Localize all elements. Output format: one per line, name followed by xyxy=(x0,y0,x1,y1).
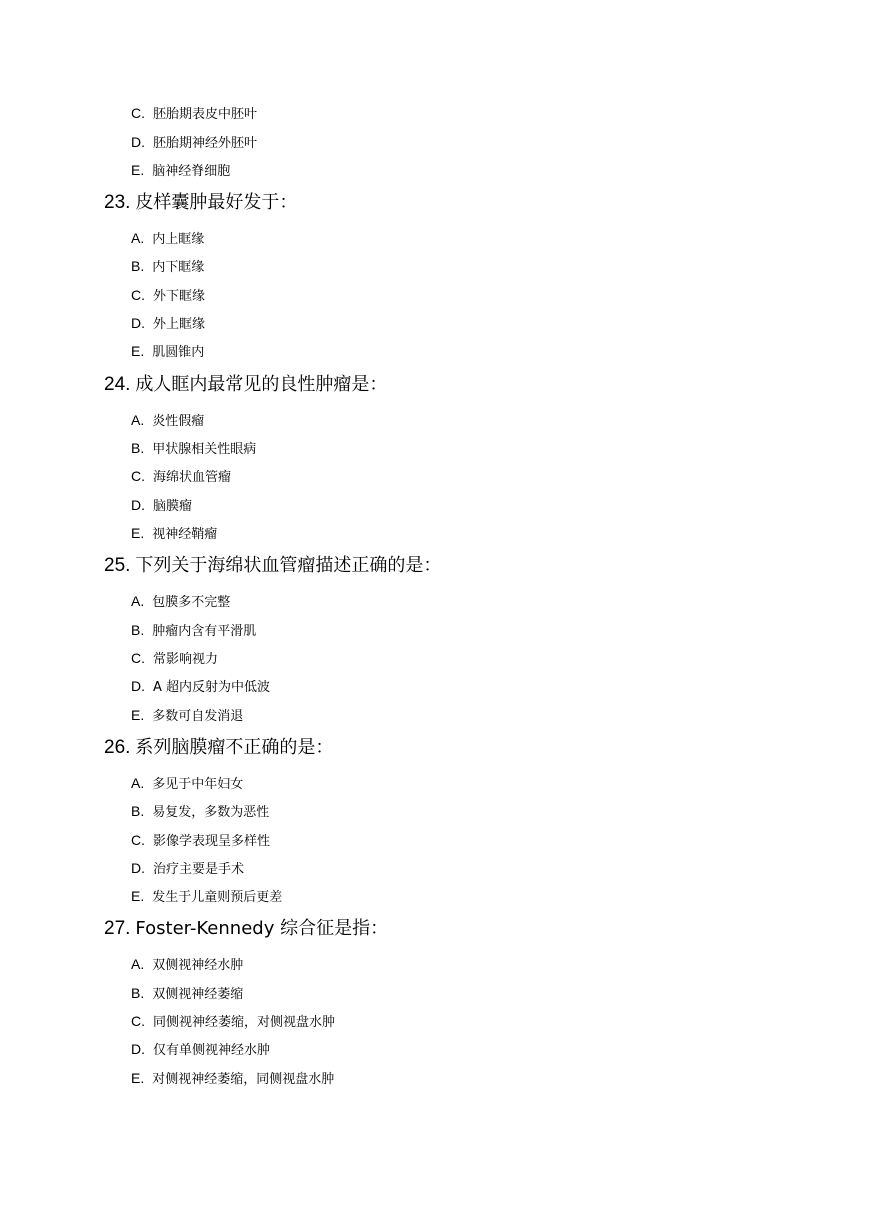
option-letter: E. xyxy=(131,1070,145,1086)
question-text: Foster-Kennedy 综合征是指： xyxy=(135,918,389,939)
option-letter: A. xyxy=(131,230,145,246)
option-letter: A. xyxy=(131,412,145,428)
option-text: 仅有单侧视神经水肿 xyxy=(153,1043,271,1058)
option-item xyxy=(131,801,269,821)
option-text: 多数可自发消退 xyxy=(152,709,244,724)
option-text: 海绵状血管瘤 xyxy=(153,470,232,485)
option-item xyxy=(131,620,256,640)
option-item xyxy=(131,676,270,696)
option-item xyxy=(131,1068,334,1088)
option-item xyxy=(131,495,192,515)
option-text: 影像学表现呈多样性 xyxy=(153,834,271,849)
option-letter: E. xyxy=(131,707,145,723)
option-item xyxy=(131,983,243,1003)
option-item xyxy=(131,523,217,543)
option-text: 常影响视力 xyxy=(153,652,219,667)
option-item xyxy=(131,103,257,123)
option-text: 甲状腺相关性眼病 xyxy=(152,442,257,457)
option-letter: C. xyxy=(131,1013,145,1029)
question-text: 下列关于海绵状血管瘤描述正确的是： xyxy=(135,555,442,576)
option-letter: D. xyxy=(131,860,145,876)
question-heading-23 xyxy=(104,190,297,216)
option-letter: E. xyxy=(131,343,145,359)
option-item xyxy=(131,886,282,906)
question-heading-27 xyxy=(104,916,388,942)
option-text: 双侧视神经水肿 xyxy=(152,958,244,973)
option-text: 胚胎期表皮中胚叶 xyxy=(153,107,258,122)
question-heading-24 xyxy=(104,372,387,398)
option-letter: D. xyxy=(131,497,145,513)
option-text: 脑神经脊细胞 xyxy=(152,164,231,179)
option-text: 内下眶缘 xyxy=(152,260,205,275)
option-item xyxy=(131,410,204,430)
option-letter: E. xyxy=(131,525,145,541)
option-letter: E. xyxy=(131,888,145,904)
option-text: 肿瘤内含有平滑肌 xyxy=(152,624,257,639)
question-text: 皮样囊肿最好发于： xyxy=(135,192,298,213)
option-letter: D. xyxy=(131,1041,145,1057)
option-text: 包膜多不完整 xyxy=(152,595,231,610)
option-letter: C. xyxy=(131,650,145,666)
option-text: 视神经鞘瘤 xyxy=(152,527,218,542)
option-item xyxy=(131,160,230,180)
option-letter: D. xyxy=(131,678,145,694)
option-letter: A. xyxy=(131,956,145,972)
option-letter: A. xyxy=(131,775,145,791)
option-item xyxy=(131,132,257,152)
question-number: 27. xyxy=(104,918,131,939)
option-item xyxy=(131,1039,270,1059)
option-item xyxy=(131,773,243,793)
option-text: 治疗主要是手术 xyxy=(153,862,245,877)
option-item xyxy=(131,313,205,333)
option-text: 易复发，多数为恶性 xyxy=(152,805,270,820)
option-text: 外下眶缘 xyxy=(153,289,206,304)
option-letter: B. xyxy=(131,622,145,638)
option-text: 胚胎期神经外胚叶 xyxy=(153,136,258,151)
option-item xyxy=(131,466,231,486)
option-text: 对侧视神经萎缩，同侧视盘水肿 xyxy=(152,1072,335,1087)
question-number: 26. xyxy=(104,737,131,758)
option-text: 多见于中年妇女 xyxy=(152,777,244,792)
option-item xyxy=(131,954,243,974)
question-number: 23. xyxy=(104,192,131,213)
option-letter: B. xyxy=(131,440,145,456)
question-number: 24. xyxy=(104,374,131,395)
option-text: 脑膜瘤 xyxy=(153,499,193,514)
option-item xyxy=(131,438,256,458)
question-number: 25. xyxy=(104,555,131,576)
question-text: 成人眶内最常见的良性肿瘤是： xyxy=(135,374,388,395)
option-item xyxy=(131,341,204,361)
option-text: A 超内反射为中低波 xyxy=(153,680,271,695)
option-item xyxy=(131,256,204,276)
option-text: 外上眶缘 xyxy=(153,317,206,332)
option-item xyxy=(131,830,270,850)
option-letter: D. xyxy=(131,315,145,331)
option-item xyxy=(131,648,218,668)
question-heading-26 xyxy=(104,735,333,761)
option-text: 肌圆锥内 xyxy=(152,345,205,360)
option-letter: C. xyxy=(131,468,145,484)
option-text: 发生于儿童则预后更差 xyxy=(152,890,283,905)
question-heading-25 xyxy=(104,553,441,579)
option-letter: B. xyxy=(131,258,145,274)
option-letter: C. xyxy=(131,832,145,848)
option-letter: B. xyxy=(131,803,145,819)
option-text: 双侧视神经萎缩 xyxy=(152,987,244,1002)
option-item xyxy=(131,858,244,878)
option-item xyxy=(131,228,204,248)
option-item xyxy=(131,591,230,611)
option-item xyxy=(131,1011,335,1031)
question-text: 系列脑膜瘤不正确的是： xyxy=(135,737,334,758)
option-text: 同侧视神经萎缩，对侧视盘水肿 xyxy=(153,1015,336,1030)
option-letter: A. xyxy=(131,593,145,609)
option-letter: C. xyxy=(131,105,145,121)
option-letter: D. xyxy=(131,134,145,150)
option-item xyxy=(131,285,205,305)
option-item xyxy=(131,705,243,725)
option-letter: E. xyxy=(131,162,145,178)
option-text: 内上眶缘 xyxy=(152,232,205,247)
option-letter: C. xyxy=(131,287,145,303)
option-letter: B. xyxy=(131,985,145,1001)
option-text: 炎性假瘤 xyxy=(152,414,205,429)
